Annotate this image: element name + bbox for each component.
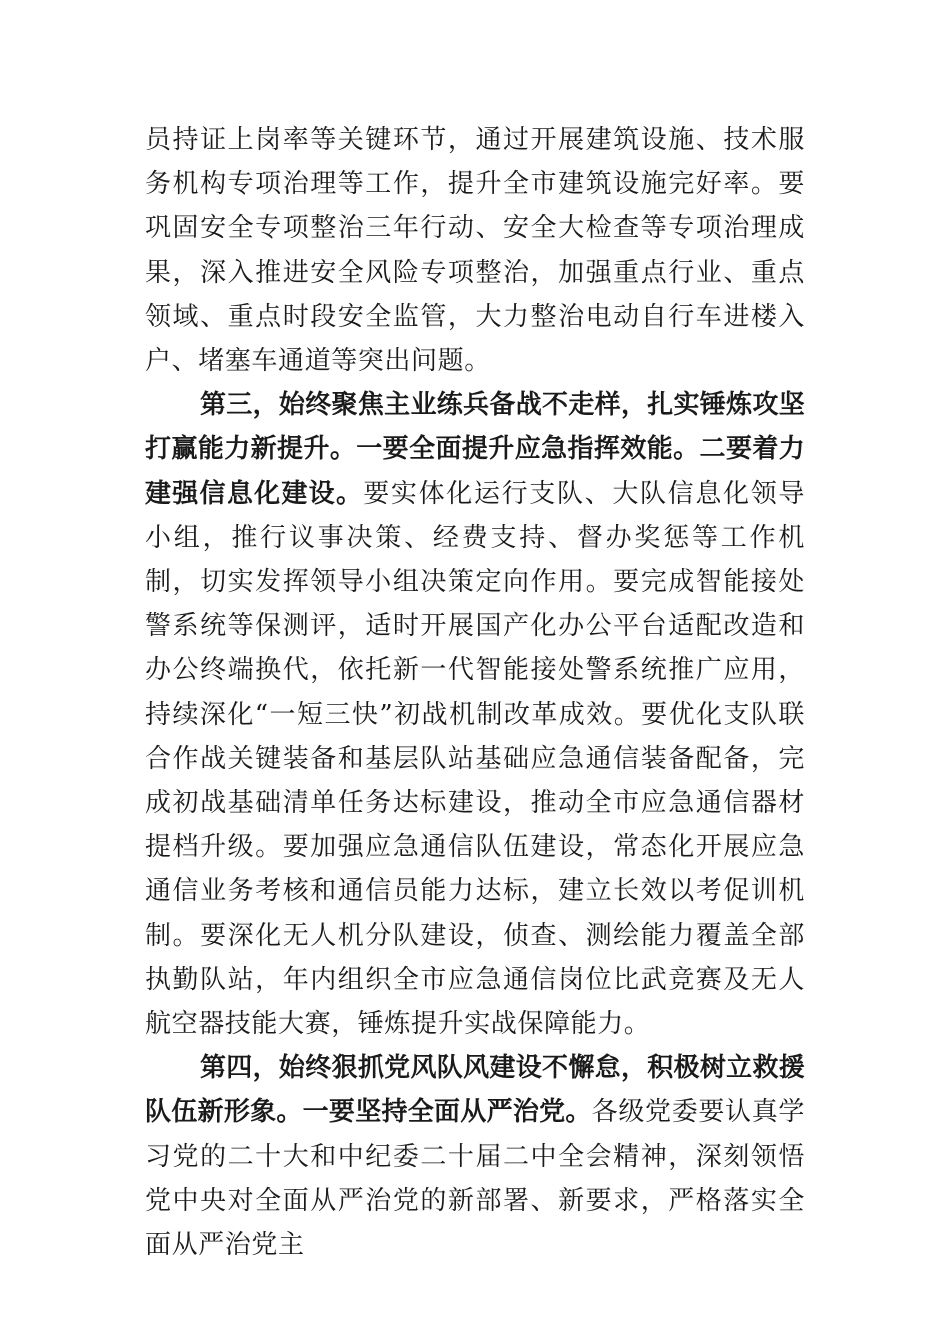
paragraph-continuation: 员持证上岗率等关键环节，通过开展建筑设施、技术服务机构专项治理等工作，提升全市建筑设施完好率。要巩固安全专项整治三年行动、安全大检查等专项治理成果，深入推进安全风险专项整治，加强重点行业、重点领域、重点时段安全监管，大力整治电动自行车进楼入户、堵塞车通道等突出问题。: [145, 125, 805, 377]
paragraph-third-heading: 第三，始终聚焦主业练兵备战不走样，扎实锤炼攻坚打赢能力新提升。一要全面提升应急指挥效能。二要着力建强信息化建设。: [145, 390, 805, 509]
paragraph-fourth-heading: 第四，始终狠抓党风队风建设不懈怠，积极树立救援队伍新形象。一要坚持全面从严治党。: [145, 1053, 805, 1128]
paragraph-fourth-body: 各级党委要认真学习党的二十大和中纪委二十届二中全会精神，深刻领悟党中央对全面从严治党的新部署、新要求，严格落实全面从严治党主: [145, 1097, 805, 1261]
paragraph-third-body: 要实体化运行支队、大队信息化领导小组，推行议事决策、经费支持、督办奖惩等工作机制，切实发挥领导小组决策定向作用。要完成智能接处警系统等保测评，适时开展国产化办公平台适配改造和办公终端换代，依托新一代智能接处警系统推广应用，持续深化“一短三快”初战机制改革成效。要优化支队联合作战关键装备和基层队站基础应急通信装备配备，完成初战基础清单任务达标建设，推动全市应急通信器材提档升级。要加强应急通信队伍建设，常态化开展应急通信业务考核和通信员能力达标，建立长效以考促训机制。要深化无人机分队建设，侦查、测绘能力覆盖全部执勤队站，年内组织全市应急通信岗位比武竞赛及无人航空器技能大赛，锤炼提升实战保障能力。: [145, 478, 805, 1040]
paragraph-fourth: [145, 1046, 805, 1267]
paragraph-third: [145, 383, 805, 1046]
document-page: [145, 118, 805, 1267]
